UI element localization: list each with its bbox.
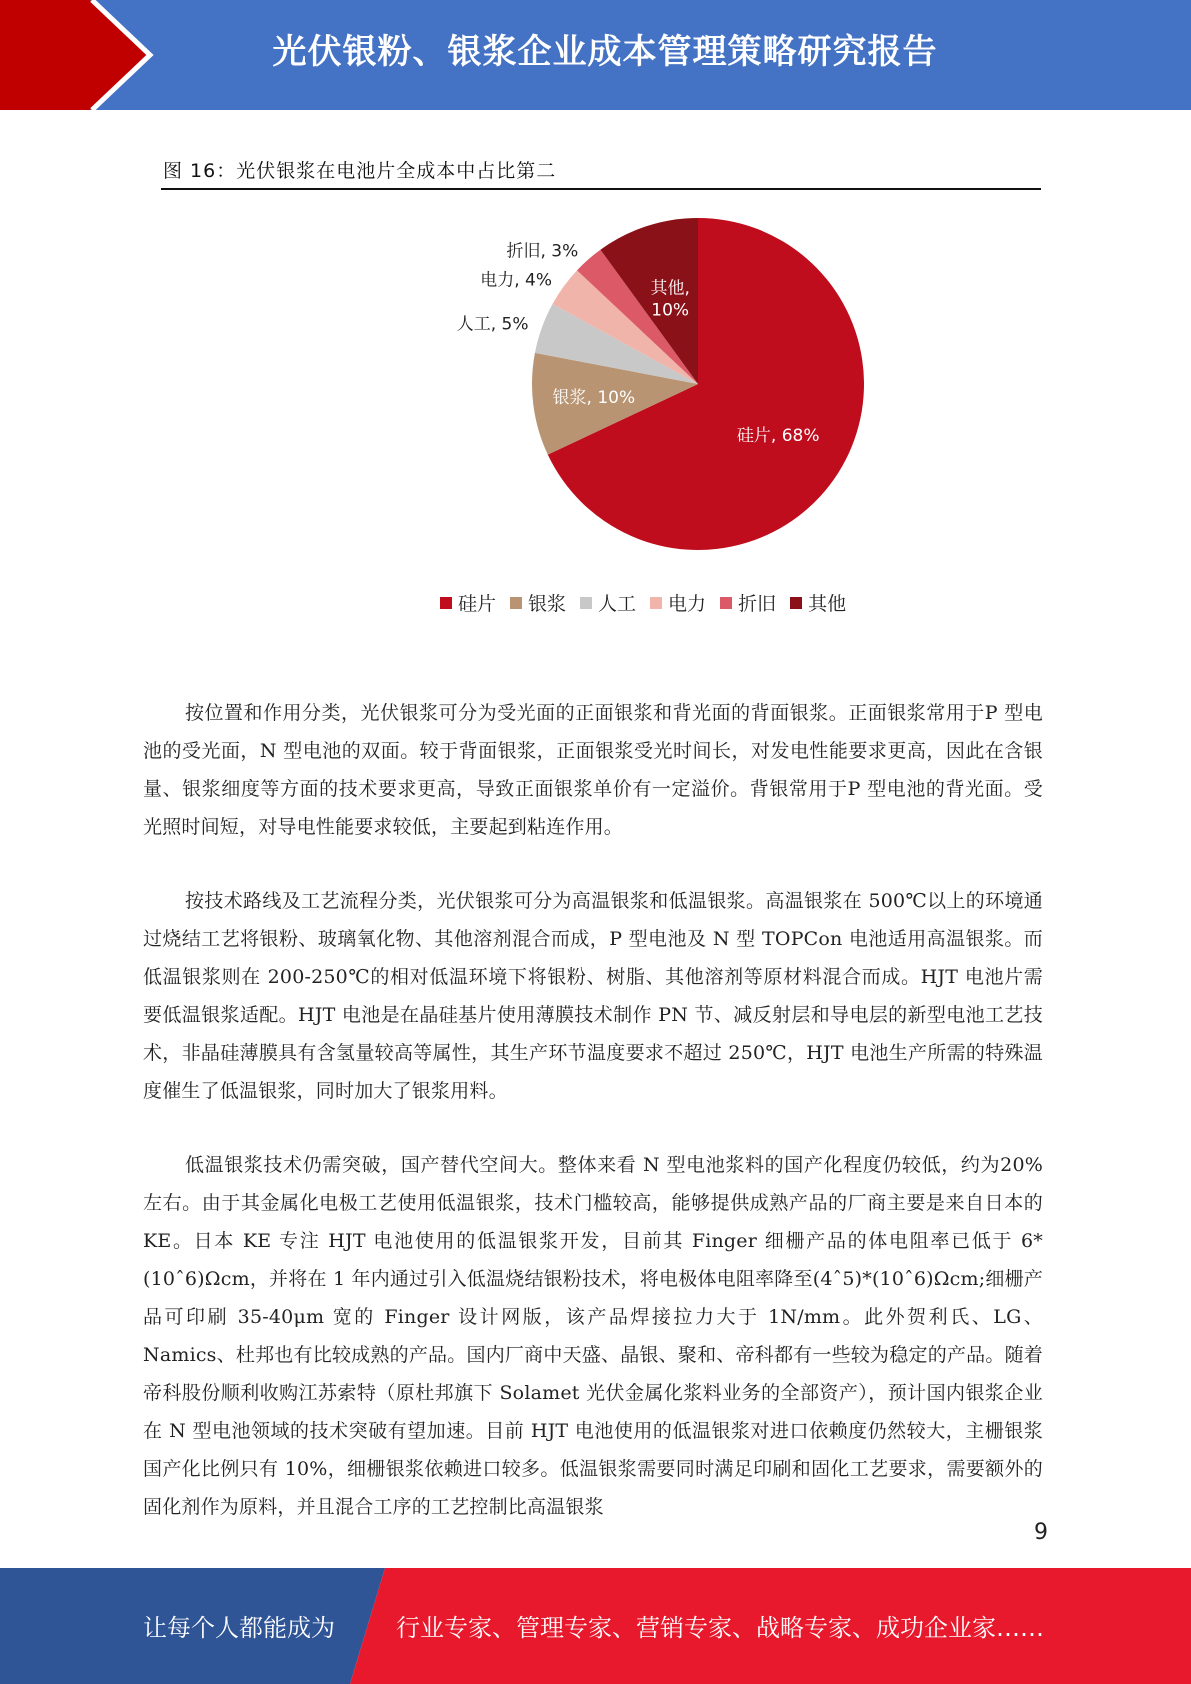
body-text (143, 694, 1043, 1562)
page-footer (0, 1568, 1191, 1684)
pie-label-3: 电力, 4% (480, 270, 552, 291)
legend-item (790, 589, 846, 616)
legend-swatch (580, 597, 592, 609)
pie-label-2: 人工, 5% (456, 314, 529, 335)
legend-swatch (650, 597, 662, 609)
legend-label: 电力 (668, 593, 707, 615)
pie-label-1: 银浆, 10% (552, 388, 636, 409)
paragraph: 低温银浆技术仍需突破，国产替代空间大。整体来看 N 型电池浆料的国产化程度仍较低，约为20%左右。由于其金属化电极工艺使用低温银浆，技术门槛较高，能够提供成熟产品的厂商主要是来自日本的 KE。日本 KE 专注 HJT 电池使用的低温银浆开发，目前其 Finger 细栅产品的体电阻率已低于 6*(10ˆ6)Ωcm，并将在 1 年内通过引入低温烧结银粉技术，将电极体电阻率降至(4ˆ5)*(10ˆ6)Ωcm;细栅产品可印刷 35-40μm 宽的 Finger 设计网版，该产品焊接拉力大于 1N/mm。此外贺利氏、LG、Namics、杜邦也有比较成熟的产品。国内厂商中天盛、晶银、聚和、帝科都有一些较为稳定的产品。随着帝科股份顺利收购江苏索特（原杜邦旗下 Solamet 光伏金属化浆料业务的全部资产），预计国内银浆企业在 N 型电池领域的技术突破有望加速。目前 HJT 电池使用的低温银浆对进口依赖度仍然较大，主栅银浆国产化比例只有 10%，细栅银浆依赖进口较多。低温银浆需要同时满足印刷和固化工艺要求，需要额外的固化剂作为原料，并且混合工序的工艺控制比高温银浆 (143, 1154, 1043, 1518)
chart-legend (440, 589, 846, 616)
legend-label: 硅片 (458, 593, 497, 615)
footer-slogan-right: 行业专家、管理专家、营销专家、战略专家、成功企业家…… (396, 1614, 1044, 1642)
page-number: 9 (1034, 1520, 1048, 1545)
legend-item (510, 589, 566, 616)
legend-swatch (720, 597, 732, 609)
pie-label-4: 折旧, 3% (506, 241, 579, 262)
footer-slogan-left: 让每个人都能成为 (143, 1614, 335, 1642)
legend-item (580, 589, 636, 616)
legend-label: 折旧 (738, 593, 777, 615)
legend-item (440, 589, 496, 616)
legend-item (720, 589, 776, 616)
legend-label: 人工 (598, 593, 637, 615)
pie-chart (0, 190, 1191, 570)
legend-item (650, 589, 706, 616)
pie-label-5: 其他, 10% (650, 278, 690, 321)
legend-swatch (440, 597, 452, 609)
legend-swatch (510, 597, 522, 609)
figure-caption: 图 16：光伏银浆在电池片全成本中占比第二 (163, 160, 557, 182)
header-arrow-decoration (0, 0, 160, 110)
paragraph: 按位置和作用分类，光伏银浆可分为受光面的正面银浆和背光面的背面银浆。正面银浆常用于P 型电池的受光面，N 型电池的双面。较于背面银浆，正面银浆受光时间长，对发电性能要求更高，因此在含银量、银浆细度等方面的技术要求更高，导致正面银浆单价有一定溢价。背银常用于P 型电池的背光面。受光照时间短，对导电性能要求较低，主要起到粘连作用。 (143, 702, 1043, 838)
pie-label-0: 硅片, 68% (736, 425, 820, 446)
paragraph: 按技术路线及工艺流程分类，光伏银浆可分为高温银浆和低温银浆。高温银浆在 500℃以上的环境通过烧结工艺将银粉、玻璃氧化物、其他溶剂混合而成，P 型电池及 N 型 TOPCon 电池适用高温银浆。而低温银浆则在 200-250℃的相对低温环境下将银粉、树脂、其他溶剂等原材料混合而成。HJT 电池片需要低温银浆适配。HJT 电池是在晶硅基片使用薄膜技术制作 PN 节、减反射层和导电层的新型电池工艺技术，非晶硅薄膜具有含氢量较高等属性，其生产环节温度要求不超过 250℃，HJT 电池生产所需的特殊温度催生了低温银浆，同时加大了银浆用料。 (143, 890, 1043, 1102)
legend-swatch (790, 597, 802, 609)
page-header (0, 0, 1191, 110)
report-title: 光伏银粉、银浆企业成本管理策略研究报告 (272, 32, 938, 72)
legend-label: 其他 (808, 593, 847, 615)
legend-label: 银浆 (528, 593, 567, 615)
